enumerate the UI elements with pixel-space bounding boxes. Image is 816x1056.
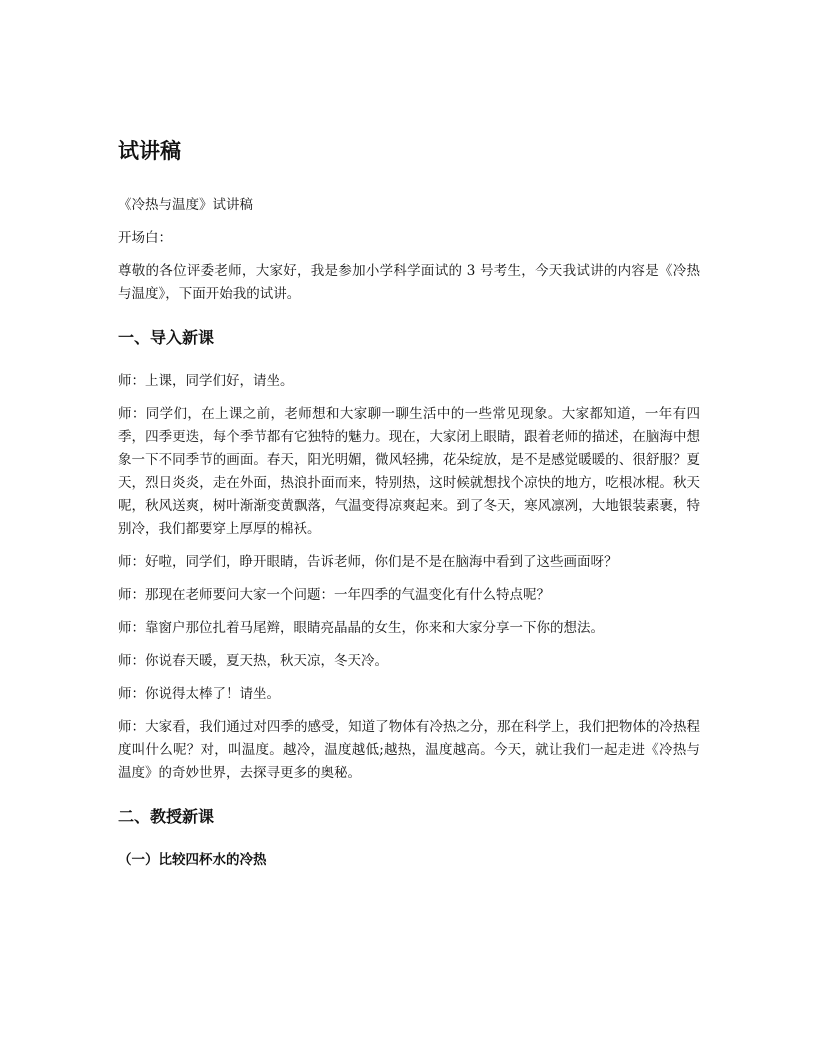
paragraph: 师：好啦，同学们，睁开眼睛，告诉老师，你们是不是在脑海中看到了这些画面呀？ [118, 554, 618, 570]
subsection-heading: （一）比较四杯水的冷热 [118, 852, 267, 868]
document-title: 试讲稿 [118, 139, 181, 163]
section-heading-teaching: 二、教授新课 [118, 807, 215, 826]
paragraph: 师：上课，同学们好，请坐。 [118, 373, 294, 389]
opening-label: 开场白： [118, 230, 172, 246]
paragraph: 师：靠窗户那位扎着马尾辫，眼睛亮晶晶的女生，你来和大家分享一下你的想法。 [118, 620, 604, 636]
paragraph: 师：你说得太棒了！请坐。 [118, 686, 280, 702]
paragraph: 师：大家看，我们通过对四季的感受，知道了物体有冷热之分，那在科学上，我们把物体的冷热程度叫什么呢？对，叫温度。越冷，温度越低;越热，温度越高。今天，就让我们一起走进《冷热与温度》的奇妙世界，去探寻更多的奥秘。 [118, 719, 700, 781]
intro-paragraph: 尊敬的各位评委老师，大家好，我是参加小学科学面试的 3 号考生，今天我试讲的内容是《冷热与温度》，下面开始我的试讲。 [118, 263, 700, 302]
paragraph: 师：那现在老师要问大家一个问题：一年四季的气温变化有什么特点呢？ [118, 587, 550, 603]
section-heading-intro: 一、导入新课 [118, 328, 215, 347]
document-subtitle: 《冷热与温度》试讲稿 [118, 197, 253, 213]
document-page [118, 136, 700, 871]
paragraph: 师：同学们，在上课之前，老师想和大家聊一聊生活中的一些常见现象。大家都知道，一年有四季，四季更迭，每个季节都有它独特的魅力。现在，大家闭上眼睛，跟着老师的描述，在脑海中想象一下不同季节的画面。春天，阳光明媚，微风轻拂，花朵绽放，是不是感觉暖暖的、很舒服？夏天，烈日炎炎，走在外面，热浪扑面而来，特别热，这时候就想找个凉快的地方，吃根冰棍。秋天呢，秋风送爽，树叶渐渐变黄飘落，气温变得凉爽起来。到了冬天，寒风凛冽，大地银装素裹，特别冷，我们都要穿上厚厚的棉袄。 [118, 406, 700, 537]
paragraph: 师：你说春天暖，夏天热，秋天凉，冬天冷。 [118, 653, 388, 669]
